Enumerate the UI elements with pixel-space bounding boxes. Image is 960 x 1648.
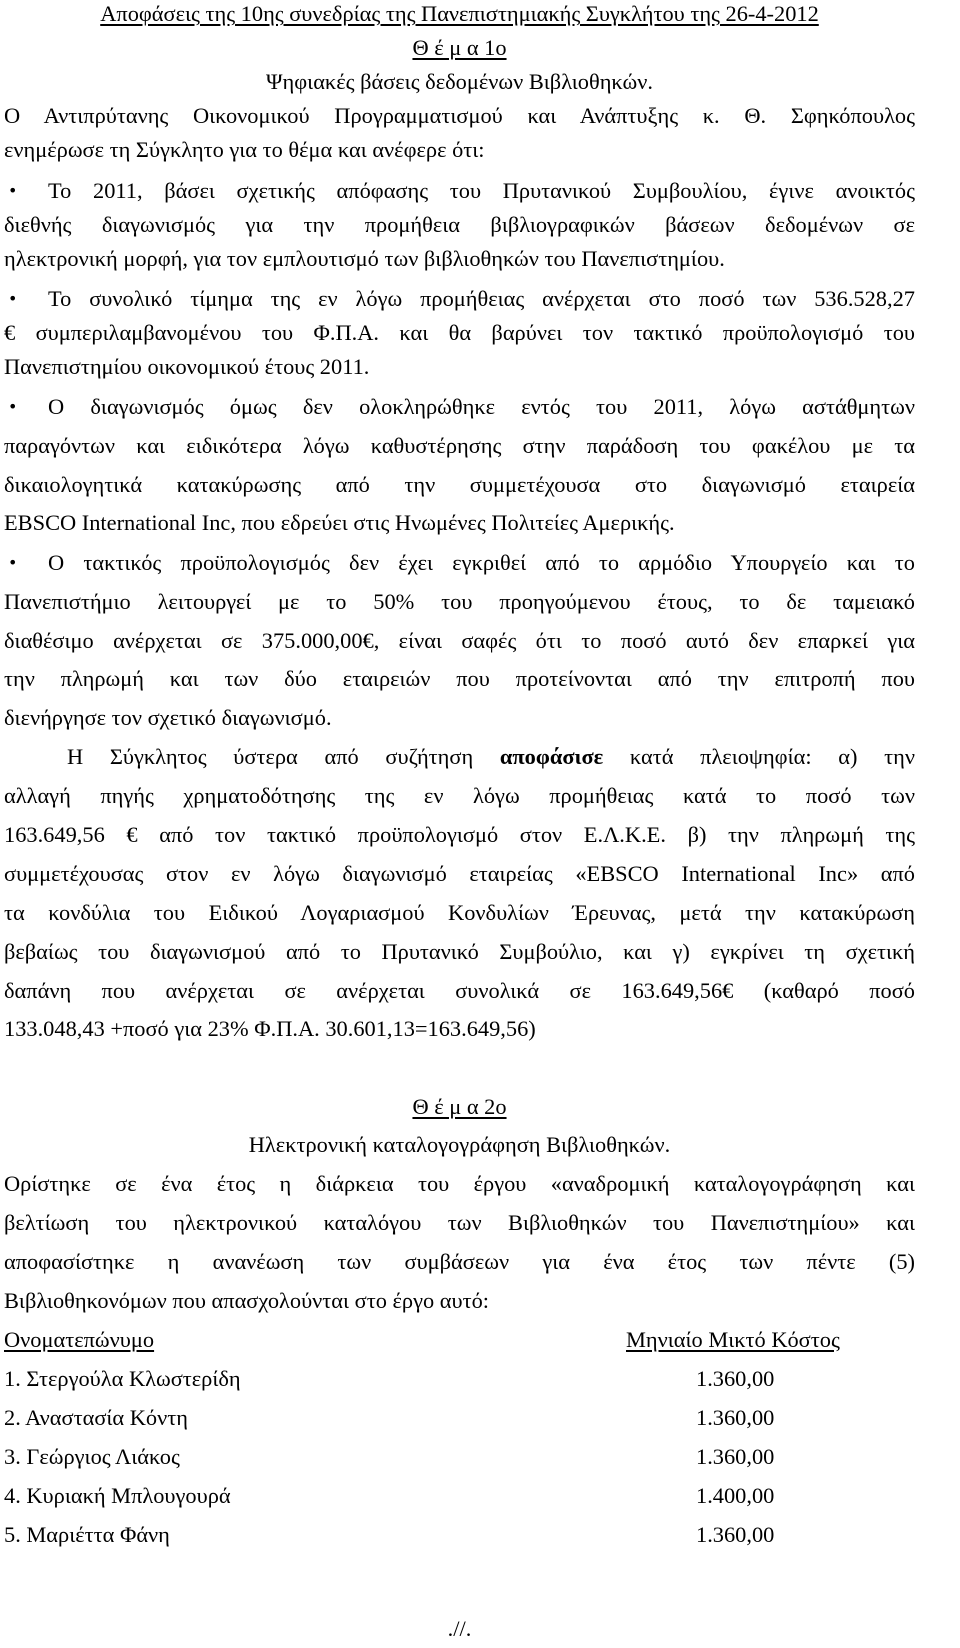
staff-name: 3. Γεώργιος Λιάκος	[4, 1444, 180, 1469]
staff-cost: 1.360,00	[696, 1444, 775, 1469]
column-header-name: Ονοματεπώνυμο	[4, 1327, 155, 1352]
bullet-item-3-line: δικαιολογητικά κατακύρωσης από την συμμετέχουσα στο διαγωνισμό εταιρεία	[4, 472, 915, 497]
staff-name: 4. Κυριακή Μπλουγουρά	[4, 1483, 231, 1508]
bullet-item-3-line: παραγόντων και ειδικότερα λόγω καθυστέρησης στην παράδοση του φακέλου με τα	[4, 433, 915, 458]
decision-line: τα κονδύλια του Ειδικού Λογαριασμού Κονδυλίων Έρευνας, μετά την κατακύρωση	[4, 900, 915, 925]
table-row	[4, 1362, 915, 1396]
decision-line: 133.048,43 +ποσό για 23% Φ.Π.Α. 30.601,13=163.649,56)	[4, 1016, 536, 1041]
table-row	[4, 1518, 915, 1552]
topic2-body-line: Ορίστηκε σε ένα έτος η διάρκεια του έργου «αναδρομική καταλογογράφηση και	[4, 1171, 915, 1196]
bullet-item-3-line: EBSCO International Inc, που εδρεύει στις Ηνωμένες Πολιτείες Αμερικής.	[4, 510, 675, 535]
decision-line: δαπάνη που ανέρχεται σε ανέρχεται συνολικά σε 163.649,56€ (καθαρό ποσό	[4, 978, 915, 1003]
topic2-body-line: Βιβλιοθηκονόμων που απασχολούνται στο έργο αυτό:	[4, 1288, 489, 1313]
table-row	[4, 1401, 915, 1435]
end-mark: .//.	[447, 1616, 472, 1641]
staff-cost: 1.400,00	[696, 1483, 775, 1508]
topic2-body-line: βελτίωση του ηλεκτρονικού καταλόγου των Βιβλιοθηκών του Πανεπιστημίου» και	[4, 1210, 915, 1235]
staff-cost: 1.360,00	[696, 1366, 775, 1391]
topic2-subject: Ηλεκτρονική καταλογογράφηση Βιβλιοθηκών.	[248, 1132, 671, 1157]
column-header-cost: Μηνιαίο Μικτό Κόστος	[626, 1327, 840, 1352]
bullet-item-1-line: • Το 2011, βάσει σχετικής απόφασης του Πρυτανικού Συμβουλίου, έγινε ανοικτός	[4, 174, 915, 208]
bullet-item-4-line: διενήργησε τον σχετικό διαγωνισμό.	[4, 705, 332, 730]
table-row	[4, 1440, 915, 1474]
staff-name: 1. Στεργούλα Κλωστερίδη	[4, 1366, 241, 1391]
staff-table-header	[4, 1323, 915, 1357]
topic1-intro-line: ενημέρωσε τη Σύγκλητο για το θέμα και ανέφερε ότι:	[4, 137, 485, 162]
decision-text: Η Σύγκλητος ύστερα από συζήτηση	[67, 744, 500, 769]
topic1-subject: Ψηφιακές βάσεις δεδομένων Βιβλιοθηκών.	[266, 69, 653, 94]
bullet-item-2-line: Πανεπιστημίου οικονομικού έτους 2011.	[4, 354, 370, 379]
topic2-title: Θ έ μ α 2ο	[412, 1094, 507, 1119]
staff-name: 5. Μαριέττα Φάνη	[4, 1522, 170, 1547]
bullet-item-1-line: διεθνής διαγωνισμός για την προμήθεια βιβλιογραφικών βάσεων δεδομένων σε	[4, 212, 915, 237]
decision-text: κατά πλειοψηφία: α) την	[603, 744, 915, 769]
bullet-item-4-line: • Ο τακτικός προϋπολογισμός δεν έχει εγκριθεί από το αρμόδιο Υπουργείο και το	[4, 546, 915, 580]
staff-name: 2. Αναστασία Κόντη	[4, 1405, 188, 1430]
staff-cost: 1.360,00	[696, 1522, 775, 1547]
topic2-body-line: αποφασίστηκε η ανανέωση των συμβάσεων για ένα έτος των πέντε (5)	[4, 1249, 915, 1274]
decision-paragraph-first-line	[4, 740, 915, 774]
bullet-item-4-line: διαθέσιμο ανέρχεται σε 375.000,00€, είναι σαφές ότι το ποσό αυτό δεν επαρκεί για	[4, 628, 915, 653]
bullet-item-3-line: • Ο διαγωνισμός όμως δεν ολοκληρώθηκε εντός του 2011, λόγω αστάθμητων	[4, 390, 915, 424]
decision-line: 163.649,56 € από τον τακτικό προϋπολογισμό στον Ε.Λ.Κ.Ε. β) την πληρωμή της	[4, 822, 915, 847]
decision-keyword: αποφάσισε	[499, 744, 604, 769]
bullet-item-4-line: Πανεπιστήμιο λειτουργεί με το 50% του προηγούμενου έτους, το δε ταμειακό	[4, 589, 915, 614]
table-row	[4, 1479, 915, 1513]
staff-cost: 1.360,00	[696, 1405, 775, 1430]
topic1-title: Θ έ μ α 1ο	[412, 35, 507, 60]
decision-line: αλλαγή πηγής χρηματοδότησης της εν λόγω προμήθειας κατά το ποσό των	[4, 783, 915, 808]
bullet-item-4-line: την πληρωμή και των δύο εταιρειών που προτείνονται από την επιτροπή που	[4, 666, 915, 691]
bullet-item-1-line: ηλεκτρονική μορφή, για τον εμπλουτισμό των βιβλιοθηκών του Πανεπιστημίου.	[4, 246, 725, 271]
decision-line: βεβαίως του διαγωνισμού από το Πρυτανικό Συμβούλιο, και γ) εγκρίνει τη σχετική	[4, 939, 915, 964]
decision-line: συμμετέχουσας στον εν λόγω διαγωνισμό εταιρείας «EBSCO International Inc» από	[4, 861, 915, 886]
bullet-item-2-line: € συμπεριλαμβανομένου του Φ.Π.Α. και θα βαρύνει τον τακτικό προϋπολογισμό του	[4, 320, 915, 345]
document-header: Αποφάσεις της 10ης συνεδρίας της Πανεπιστημιακής Συγκλήτου της 26-4-2012	[100, 1, 819, 26]
topic1-intro-line: Ο Αντιπρύτανης Οικονομικού Προγραμματισμού και Ανάπτυξης κ. Θ. Σφηκόπουλος	[4, 103, 915, 128]
bullet-item-2-line: • Το συνολικό τίμημα της εν λόγω προμήθειας ανέρχεται στο ποσό των 536.528,27	[4, 282, 915, 316]
